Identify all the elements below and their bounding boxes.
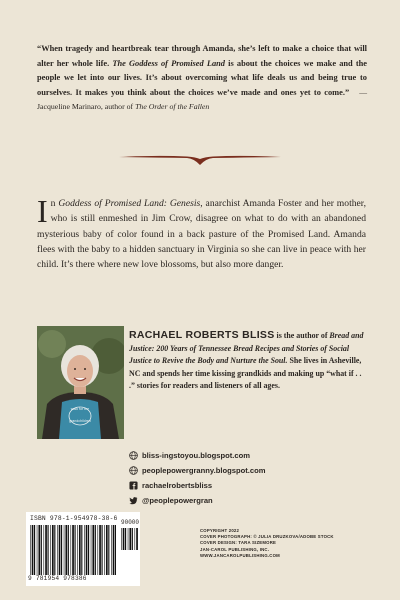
isbn-number: ISBN 978-1-954978-38-6 (30, 515, 118, 522)
drop-cap: I (37, 193, 48, 229)
barcode-digits: 9 781954 978386 (28, 575, 87, 582)
credit-line: COPYRIGHT 2022 (200, 528, 240, 533)
link-blog-2[interactable]: peoplepowergranny.blogspot.com (129, 463, 265, 478)
globe-icon (129, 466, 138, 475)
price-barcode-bars (121, 528, 138, 550)
credit-line: COVER PHOTOGRAPH: © JULIA DRUZKOVA/ADOBE STOCK (200, 534, 334, 540)
author-links (129, 448, 265, 508)
attribution-book-title: The Order of the Fallen (135, 102, 210, 112)
globe-icon (129, 451, 138, 460)
blurb-book-title: The Goddess of Promised Land (112, 58, 225, 68)
link-blog-1[interactable]: bliss-ingstoyou.blogspot.com (129, 448, 265, 463)
price-code: 90000 (121, 519, 140, 526)
book-description: In Goddess of Promised Land: Genesis, anarchist Amanda Foster and her mother, who is still enmeshed in Jim Crow, disagree on what to do with an abandoned mysterious baby of color found in a back pasture of the Promised Land. Amanda flees with the baby to a hidden sanctuary in Virginia so she can live in peace with her child. It’s there where new love blossoms, but also more danger. (37, 193, 366, 271)
author-name: RACHAEL ROBERTS BLISS (129, 329, 275, 341)
blurb-text-continued: is about the choices we make and the people we let into our lives. It’s about overcoming what life deals us and being true to ourselves. It makes you think about the choices we’ve made and ones yet to come.” (37, 58, 368, 97)
author-book-title: Bread and Justice: 200 Years of Tennessee Bread Recipes and Stories of Social Justice to Revive the Body and Nurture the Soul. (129, 331, 364, 366)
publication-credits (200, 528, 334, 559)
link-twitter[interactable]: @peoplepowergran (129, 493, 265, 508)
barcode-bars (30, 525, 116, 575)
isbn-barcode (26, 512, 140, 586)
twitter-icon (129, 496, 138, 505)
credit-line: COVER DESIGN: TARA SIZEMORE (200, 540, 277, 546)
link-facebook[interactable]: rachaelrobertsbliss (129, 478, 265, 493)
credit-line: WWW.JANCAROLPUBLISHING.COM (200, 552, 280, 558)
shirt-print: walk for the (70, 407, 90, 411)
author-photo (37, 326, 124, 439)
svg-text:grandchildren: grandchildren (69, 419, 91, 423)
blurb-text: “When tragedy and heartbreak tear through Amanda, she’s left to make a choice that will alter her whole life. (37, 44, 367, 68)
author-bio: RACHAEL ROBERTS BLISS is the author of Bread and Justice: 200 Years of Tennessee Bread Recipes and Stories of Social Justice to Revive the Body and Nurture the Soul. She lives in Asheville, NC and spends her time kissing grandkids and making up “what if . . .” stories for readers and listeners of all ages. (129, 329, 364, 391)
description-body: , anarchist Amanda Foster and her mother, who is still enmeshed in Jim Crow, disagree on what to do with an abandoned mysterious baby of color found in a back pasture of the Promised Land. Amanda flees with the baby to a hidden sanctuary in Virginia so she can live in peace with her child. It’s there where new love blossoms, but also more danger. (37, 198, 366, 271)
blurb-attribution: —Jacqueline Marinaro, author of The Order of the Fallen (37, 87, 367, 112)
endorsement-blurb (37, 42, 367, 115)
credit-line: JAN-CAROL PUBLISHING, INC. (200, 546, 270, 552)
facebook-icon (129, 481, 138, 490)
description-book-title: Goddess of Promised Land: Genesis (58, 198, 201, 209)
ornamental-divider (117, 148, 283, 168)
